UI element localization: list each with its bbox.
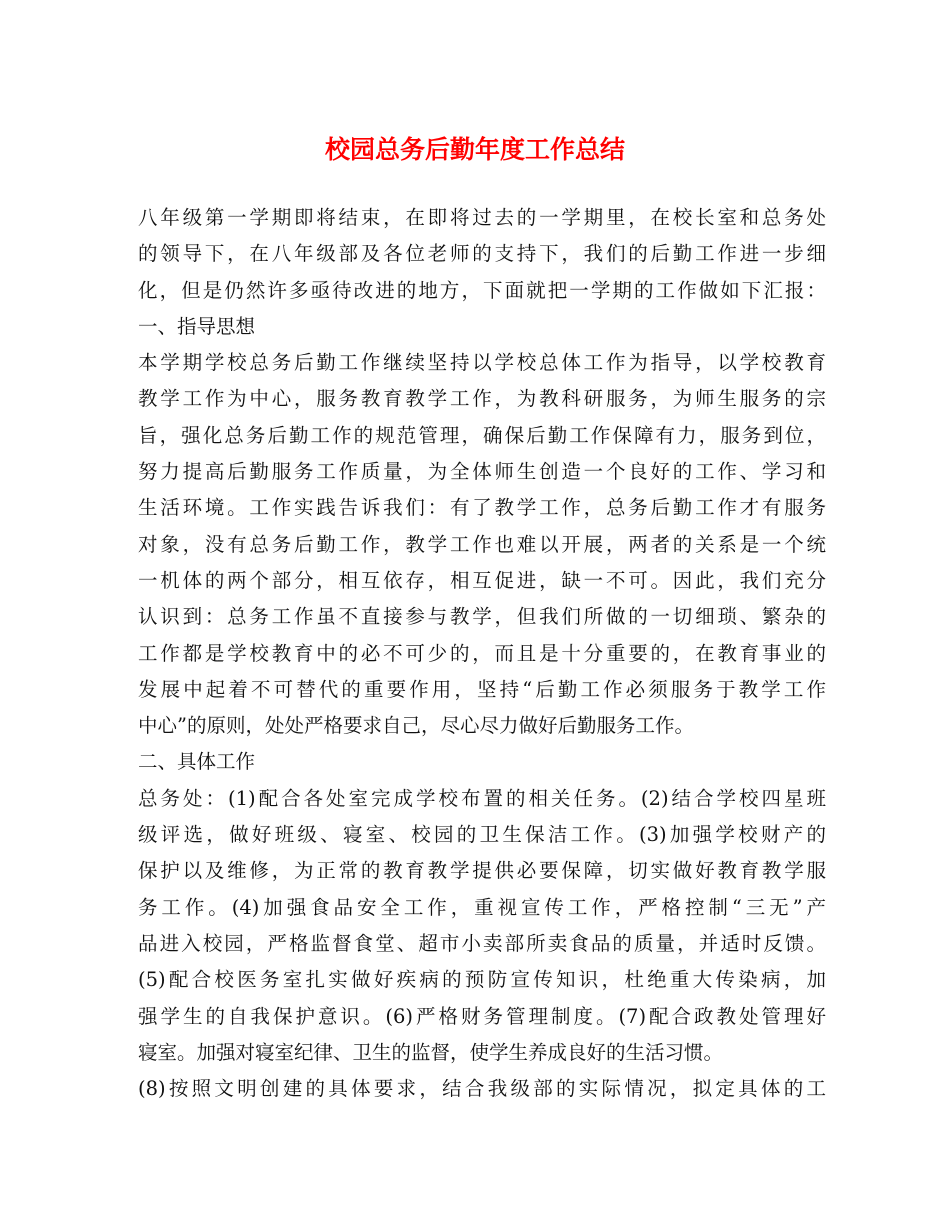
- body-line: 保护以及维修，为正常的教育教学提供必要保障，切实做好教育教学服: [138, 859, 826, 883]
- body-line: 品进入校园，严格监督食堂、超市小卖部所卖食品的质量，并适时反馈。: [138, 931, 826, 955]
- body-line: 认识到：总务工作虽不直接参与教学，但我们所做的一切细琐、繁杂的: [138, 605, 826, 629]
- body-line: 中心”的原则，处处严格要求自己，尽心尽力做好后勤服务工作。: [138, 714, 694, 738]
- body-line: 工作都是学校教育中的必不可少的，而且是十分重要的，在教育事业的: [138, 641, 826, 665]
- body-line: 八年级第一学期即将结束，在即将过去的一学期里，在校长室和总务处: [138, 206, 826, 229]
- body-line: 强学生的自我保护意识。(6)严格财务管理制度。(7)配合政教处管理好: [138, 1004, 826, 1028]
- body-line: 化，但是仍然许多亟待改进的地方，下面就把一学期的工作做如下汇报：: [138, 278, 826, 302]
- body-line: 本学期学校总务后勤工作继续坚持以学校总体工作为指导，以学校教育: [138, 351, 826, 375]
- body-line: 级评选，做好班级、寝室、校园的卫生保洁工作。(3)加强学校财产的: [138, 823, 826, 847]
- body-line: 一、指导思想: [138, 314, 256, 338]
- body-line: 总务处：(1)配合各处室完成学校布置的相关任务。(2)结合学校四星班: [138, 786, 826, 810]
- body-line: (8)按照文明创建的具体要求，结合我级部的实际情况，拟定具体的工: [138, 1077, 826, 1101]
- body-line: 生活环境。工作实践告诉我们：有了教学工作，总务后勤工作才有服务: [138, 496, 826, 520]
- body-line: 寝室。加强对寝室纪律、卫生的监督，使学生养成良好的生活习惯。: [138, 1040, 724, 1064]
- body-line: 务工作。(4)加强食品安全工作，重视宣传工作，严格控制“三无”产: [138, 895, 826, 919]
- body-line: 旨，强化总务后勤工作的规范管理，确保后勤工作保障有力，服务到位，: [138, 423, 826, 447]
- body-line: 二、具体工作: [138, 750, 256, 774]
- document-body: [138, 200, 826, 1107]
- document-title: 校园总务后勤年度工作总结: [324, 135, 625, 164]
- body-line: 发展中起着不可替代的重要作用，坚持“后勤工作必须服务于教学工作: [138, 677, 826, 701]
- body-line: 的领导下，在八年级部及各位老师的支持下，我们的后勤工作进一步细: [138, 242, 826, 266]
- body-line: 对象，没有总务后勤工作，教学工作也难以开展，两者的关系是一个统: [138, 532, 826, 556]
- body-line: (5)配合校医务室扎实做好疾病的预防宣传知识，杜绝重大传染病，加: [138, 968, 826, 992]
- body-line: 教学工作为中心，服务教育教学工作，为教科研服务，为师生服务的宗: [138, 387, 826, 411]
- body-line: 一机体的两个部分，相互依存，相互促进，缺一不可。因此，我们充分: [138, 568, 826, 592]
- body-line: 努力提高后勤服务工作质量，为全体师生创造一个良好的工作、学习和: [138, 460, 826, 484]
